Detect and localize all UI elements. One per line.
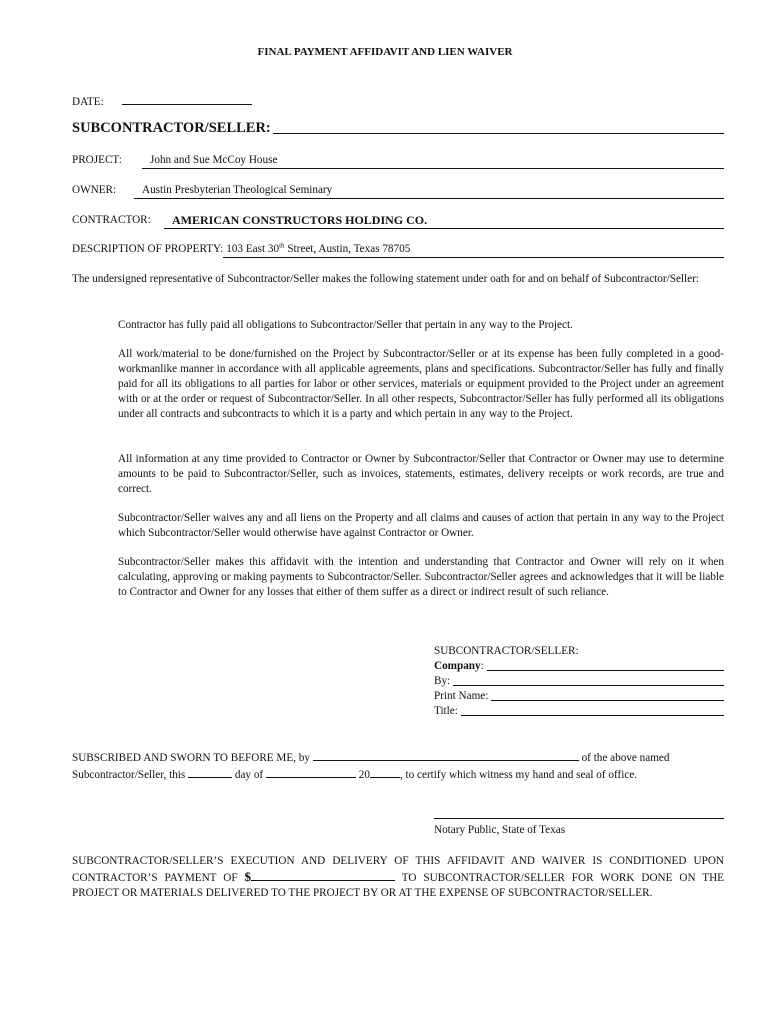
company-colon: : — [480, 660, 484, 672]
sworn-line-1 — [72, 749, 724, 766]
contractor-label: CONTRACTOR: — [72, 214, 151, 226]
company-row — [434, 659, 724, 674]
owner-value: Austin Presbyterian Theological Seminary — [134, 183, 724, 199]
document-title: FINAL PAYMENT AFFIDAVIT AND LIEN WAIVER — [257, 46, 513, 58]
signature-heading: SUBCONTRACTOR/SELLER: — [434, 645, 579, 657]
owner-row — [72, 183, 724, 199]
statement-paragraph-3: All information at any time provided to Contractor or Owner by Subcontractor/Seller that Contractor or Owner may use to determine amounts to be paid to Subcontractor/Seller, such as invoices, statements, estimates, delivery receipts or work records, are true and correct. — [118, 453, 724, 495]
by-blank[interactable] — [453, 674, 724, 686]
project-label: PROJECT: — [72, 154, 122, 166]
subcontractor-row — [72, 119, 724, 137]
sworn-year-blank[interactable] — [370, 766, 400, 778]
property-label: DESCRIPTION OF PROPERTY: — [72, 243, 224, 255]
payment-amount-blank[interactable] — [251, 869, 395, 881]
signature-block — [434, 644, 724, 719]
property-address-end: Street, Austin, Texas 78705 — [284, 243, 411, 255]
statement-paragraph-4: Subcontractor/Seller waives any and all liens on the Property and all claims and causes of action that pertain in any way to the Project which Subcontractor/Seller would otherwise have against Contractor or Owner. — [118, 512, 724, 539]
contractor-row — [72, 213, 724, 229]
notary-signature-blank[interactable] — [434, 817, 724, 819]
project-value: John and Sue McCoy House — [142, 153, 724, 169]
dollar-sign: $ — [244, 869, 251, 884]
statement-paragraph-5: Subcontractor/Seller makes this affidavit with the intention and understanding that Contractor and Owner will rely on it when calculating, approving or making payments to Subcontractor/Seller. Subcontractor/Seller agrees and acknowledges that it will be liable to Contractor and Owner for any losses that either of them suffer as a direct or indirect result of such reliance. — [118, 556, 724, 598]
sworn-day-blank[interactable] — [188, 766, 232, 778]
sworn-month-blank[interactable] — [266, 766, 356, 778]
statement-paragraph-1: Contractor has fully paid all obligations to Subcontractor/Seller that pertain in any way to the Project. — [118, 319, 573, 331]
date-row — [72, 93, 252, 110]
sworn-statement — [72, 749, 724, 783]
sworn-line-2 — [72, 766, 724, 783]
sworn-by-blank[interactable] — [313, 749, 579, 761]
print-name-row — [434, 689, 724, 704]
date-blank[interactable] — [122, 93, 252, 105]
print-name-label: Print Name: — [434, 690, 489, 702]
sworn-text-6: , to certify which witness my hand and seal of office. — [399, 769, 638, 781]
contractor-value: AMERICAN CONSTRUCTORS HOLDING CO. — [164, 213, 724, 229]
property-value — [223, 242, 724, 258]
property-row — [72, 242, 724, 258]
sworn-text-4: day of — [234, 769, 264, 781]
intro-paragraph: The undersigned representative of Subcontractor/Seller makes the following statement under oath for and on behalf of Subcontractor/Seller: — [72, 273, 699, 285]
sworn-text-1: SUBSCRIBED AND SWORN TO BEFORE ME, by — [72, 752, 310, 764]
title-blank[interactable] — [461, 704, 724, 716]
condition-text-1: SUBCONTRACTOR/SELLER’S EXECUTION AND DELIVERY OF THIS AFFIDAVIT AND WAIVER IS CONDITIONED UPON CONTRACTOR’S PAYMENT OF — [72, 855, 724, 884]
property-address-start: 103 East 30 — [226, 243, 280, 255]
property-address-sup: th — [279, 241, 285, 250]
project-row — [72, 153, 724, 169]
sworn-text-3: Subcontractor/Seller, this — [72, 769, 186, 781]
condition-paragraph — [72, 854, 724, 901]
subcontractor-label: SUBCONTRACTOR/SELLER: — [72, 120, 271, 136]
date-label: DATE: — [72, 96, 104, 108]
subcontractor-blank[interactable] — [273, 119, 724, 134]
by-row — [434, 674, 724, 689]
company-blank[interactable] — [487, 659, 724, 671]
statement-paragraph-2: All work/material to be done/furnished on the Project by Subcontractor/Seller or at its expense has been fully completed in a good-workmanlike manner in accordance with all applicable agreements, plans and specifications. Subcontractor/Seller has fully and finally paid for all its obligations to all parties for labor or other services, materials or equipment provided to the Project under an agreement with or at the order or request of Subcontractor/Seller. In all other respects, Subcontractor/Seller has fully performed all its obligations under all contracts and subcontracts to which it is a party and which pertain in any way to the Project. — [118, 348, 724, 420]
condition-text-2: TO SUBCONTRACTOR/SELLER FOR WORK DONE ON THE PROJECT OR MATERIALS DELIVERED TO THE PROJECT BY OR AT THE EXPENSE OF SUBCONTRACTOR/SELLER. — [72, 872, 725, 899]
print-name-blank[interactable] — [491, 689, 724, 701]
sworn-text-2: of the above named — [581, 752, 670, 764]
sworn-text-5: 20 — [358, 769, 370, 781]
company-label: Company — [434, 660, 481, 672]
by-label: By: — [434, 675, 451, 687]
owner-label: OWNER: — [72, 184, 117, 196]
title-row — [434, 704, 724, 719]
title-label: Title: — [434, 705, 458, 717]
notary-label: Notary Public, State of Texas — [434, 824, 566, 836]
